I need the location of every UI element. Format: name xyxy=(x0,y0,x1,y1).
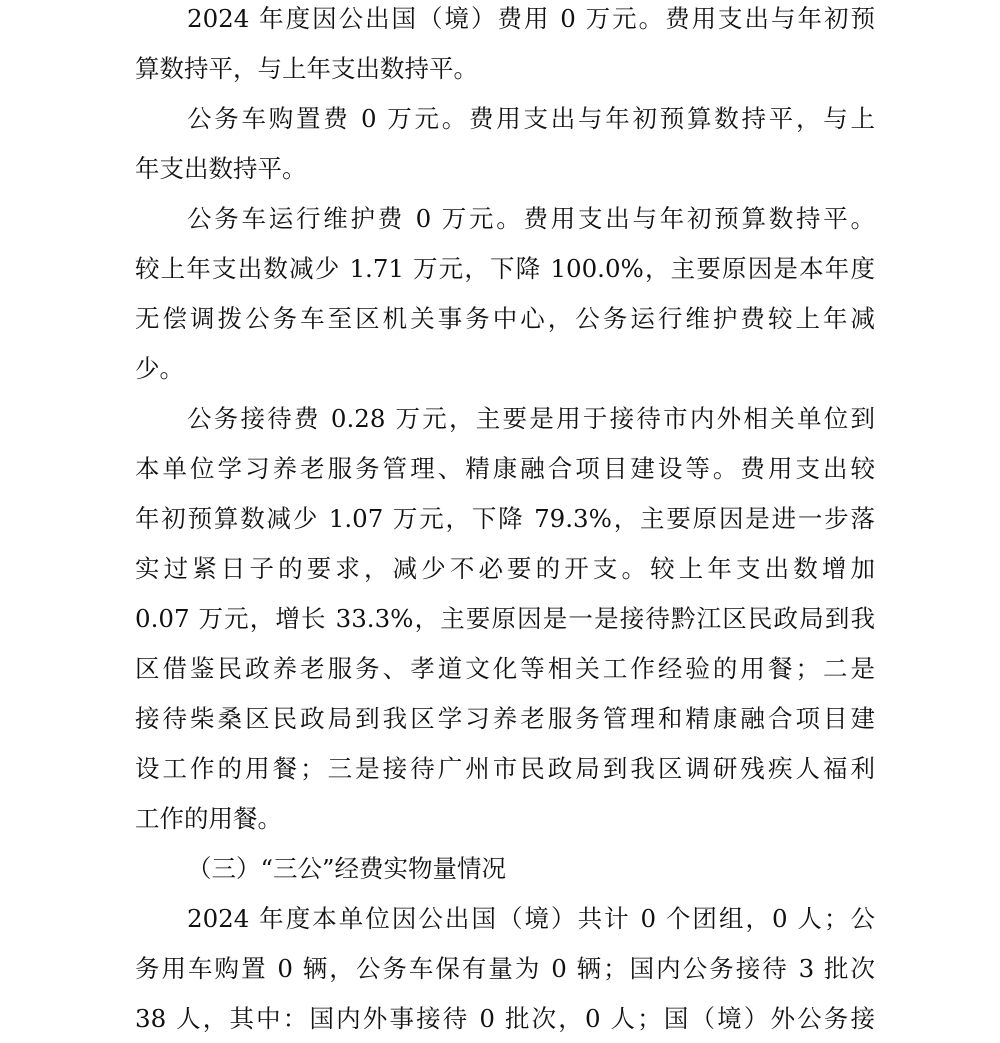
text-line: 无偿调拨公务车至区机关事务中心，公务运行维护费较上年减 xyxy=(135,304,875,333)
section-heading: （三）“三公”经费实物量情况 xyxy=(187,854,507,883)
text-line: 少。 xyxy=(135,354,184,383)
text-line: 算数持平，与上年支出数持平。 xyxy=(135,54,478,83)
text-line: 本单位学习养老服务管理、精康融合项目建设等。费用支出较 xyxy=(135,454,875,483)
text-line: 务用车购置 0 辆，公务车保有量为 0 辆；国内公务接待 3 批次 xyxy=(135,954,875,983)
text-line: 接待柴桑区民政局到我区学习养老服务管理和精康融合项目建 xyxy=(135,704,875,733)
text-line: 设工作的用餐；三是接待广州市民政局到我区调研残疾人福利 xyxy=(135,754,875,783)
text-line: 工作的用餐。 xyxy=(135,804,282,833)
text-line: 0.07 万元，增长 33.3%，主要原因是一是接待黔江区民政局到我 xyxy=(135,604,875,633)
text-line: 公务车运行维护费 0 万元。费用支出与年初预算数持平。 xyxy=(187,204,875,233)
text-line: 2024 年度本单位因公出国（境）共计 0 个团组，0 人；公 xyxy=(187,904,875,933)
text-line: 公务接待费 0.28 万元，主要是用于接待市内外相关单位到 xyxy=(187,404,875,433)
text-line: 年初预算数减少 1.07 万元，下降 79.3%，主要原因是进一步落 xyxy=(135,504,875,533)
text-line: 2024 年度因公出国（境）费用 0 万元。费用支出与年初预 xyxy=(187,4,875,33)
text-line: 区借鉴民政养老服务、孝道文化等相关工作经验的用餐；二是 xyxy=(135,654,875,683)
text-line: 公务车购置费 0 万元。费用支出与年初预算数持平，与上 xyxy=(187,104,875,133)
text-line: 实过紧日子的要求，减少不必要的开支。较上年支出数增加 xyxy=(135,554,875,583)
text-line: 38 人，其中：国内外事接待 0 批次，0 人；国（境）外公务接 xyxy=(135,1004,875,1033)
text-line: 年支出数持平。 xyxy=(135,154,307,183)
text-line: 较上年支出数减少 1.71 万元，下降 100.0%，主要原因是本年度 xyxy=(135,254,875,283)
